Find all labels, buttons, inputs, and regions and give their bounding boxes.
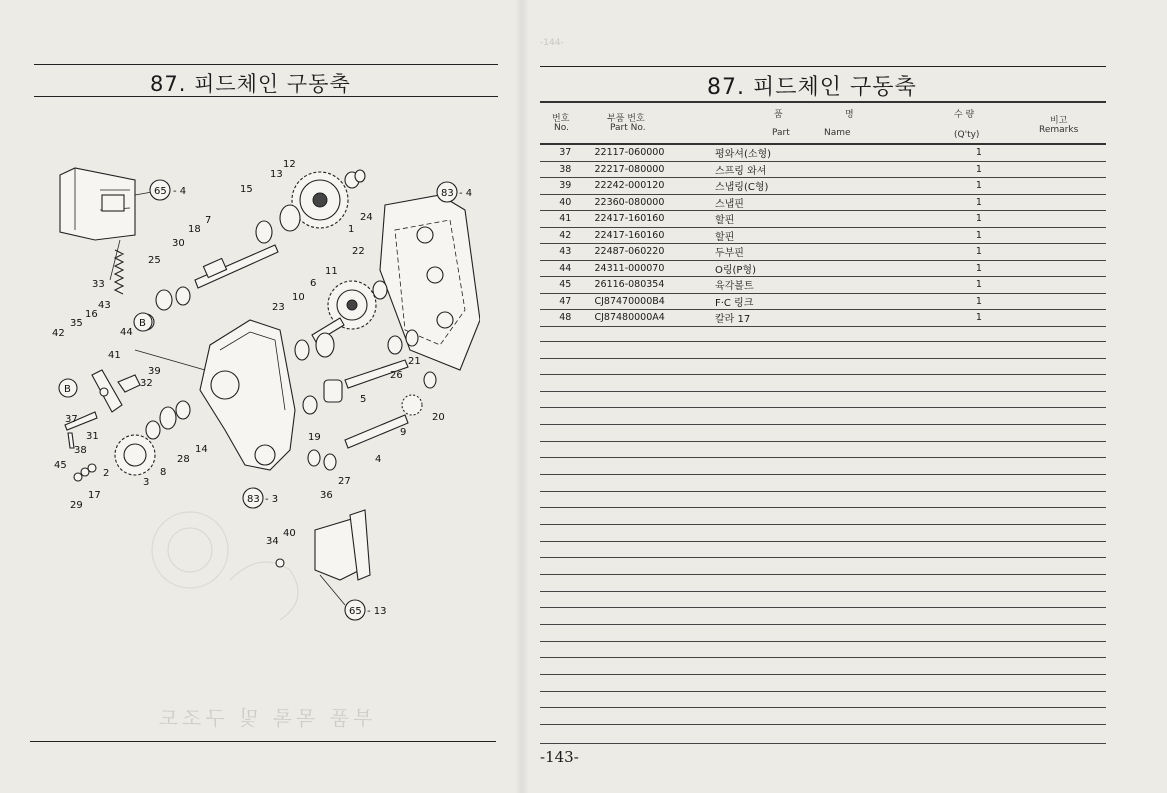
header-name-en-1: Part (772, 128, 790, 138)
callout-65-13: 65 (349, 606, 362, 617)
label-part-42: 42 (52, 328, 65, 339)
cell-no: 40 (540, 194, 590, 211)
cell-part-no: 22417-160160 (590, 211, 702, 228)
table-row (540, 145, 1106, 161)
label-part-3: 3 (143, 477, 150, 488)
label-part-31: 31 (86, 431, 99, 442)
left-page-title: 87. 피드체인 구동축 (150, 72, 351, 96)
cell-qty: 1 (940, 277, 1017, 294)
callout-83-3: 83 (247, 494, 260, 505)
footer-rule (30, 741, 496, 742)
empty-rule (540, 374, 1106, 375)
cell-qty: 1 (940, 310, 1017, 327)
label-part-15: 15 (240, 184, 253, 195)
cell-no: 43 (540, 244, 590, 261)
cell-no: 38 (540, 161, 590, 178)
cell-remarks (1017, 244, 1106, 261)
empty-rule (540, 457, 1106, 458)
cell-part-no: 22487-060220 (590, 244, 702, 261)
label-part-34: 34 (266, 536, 279, 547)
cell-qty: 1 (940, 178, 1017, 195)
label-part-45: 45 (54, 460, 67, 471)
label-part-43: 43 (98, 300, 111, 311)
label-part-12: 12 (283, 159, 296, 170)
cell-name: F·C 링크 (703, 293, 940, 310)
faint-page-header: -144- (540, 38, 564, 48)
cell-name: 평와셔(소형) (703, 145, 940, 161)
empty-rule (540, 474, 1106, 475)
label-part-44: 44 (120, 327, 133, 338)
empty-rule (540, 424, 1106, 425)
label-part-19: 19 (308, 432, 321, 443)
header-qty-ko: 수 량 (954, 110, 975, 120)
callout-b-right: B (139, 318, 146, 329)
cell-part-no: 26116-080354 (590, 277, 702, 294)
cell-name: 할핀 (703, 227, 940, 244)
cell-qty: 1 (940, 227, 1017, 244)
empty-rule (540, 407, 1106, 408)
cell-no: 37 (540, 145, 590, 161)
label-part-41: 41 (108, 350, 121, 361)
cell-part-no: 24311-000070 (590, 260, 702, 277)
empty-rule (540, 507, 1106, 508)
table-row (540, 161, 1106, 178)
header-name-en-2: Name (824, 128, 851, 138)
empty-rule (540, 341, 1106, 342)
label-part-23: 23 (272, 302, 285, 313)
table-row (540, 178, 1106, 195)
empty-rule (540, 557, 1106, 558)
cell-name: 스프링 와셔 (703, 161, 940, 178)
empty-rule (540, 607, 1106, 608)
header-name-ko-1: 품 (774, 110, 783, 120)
header-remarks-en: Remarks (1039, 125, 1079, 135)
header-name-ko-2: 명 (845, 110, 854, 120)
cell-remarks (1017, 260, 1106, 277)
table-row (540, 244, 1106, 261)
cell-qty: 1 (940, 293, 1017, 310)
cell-remarks (1017, 277, 1106, 294)
table-row (540, 310, 1106, 327)
label-part-40: 40 (283, 528, 296, 539)
right-page (520, 0, 1167, 793)
cell-qty: 1 (940, 211, 1017, 228)
cell-remarks (1017, 178, 1106, 195)
label-part-18: 18 (188, 224, 201, 235)
cell-name: 두부핀 (703, 244, 940, 261)
empty-rule (540, 641, 1106, 642)
label-part-20: 20 (432, 412, 445, 423)
cell-qty: 1 (940, 145, 1017, 161)
title-rule-top (34, 64, 498, 65)
table-row (540, 194, 1106, 211)
label-part-26: 26 (390, 370, 403, 381)
main-housing (200, 320, 295, 470)
cell-name: 스냅핀 (703, 194, 940, 211)
cell-remarks (1017, 227, 1106, 244)
label-part-30: 30 (172, 238, 185, 249)
bleed-through-text: 부품 목록 및 구조도 (155, 706, 373, 730)
bracket-part (60, 168, 135, 240)
cell-no: 41 (540, 211, 590, 228)
label-part-2: 2 (103, 468, 110, 479)
cell-no: 45 (540, 277, 590, 294)
cell-qty: 1 (940, 244, 1017, 261)
bottom-bracket (315, 510, 370, 580)
callout-65-13-suffix: - 13 (367, 606, 387, 617)
left-page (0, 0, 520, 793)
callout-b-left: B (64, 384, 71, 395)
cell-no: 42 (540, 227, 590, 244)
title-rule-bottom (34, 96, 498, 97)
empty-rule (540, 491, 1106, 492)
label-part-7: 7 (205, 215, 212, 226)
label-part-22: 22 (352, 246, 365, 257)
header-part-no-ko: 부품 번호 (607, 114, 645, 124)
cell-part-no: 22117-060000 (590, 145, 702, 161)
cell-no: 47 (540, 293, 590, 310)
label-part-38: 38 (74, 445, 87, 456)
table-row (540, 211, 1106, 228)
table-row (540, 227, 1106, 244)
cell-name: O링(P형) (703, 260, 940, 277)
cell-qty: 1 (940, 161, 1017, 178)
header-qty-en: (Q'ty) (954, 130, 980, 140)
cell-name: 스냅링(C형) (703, 178, 940, 195)
empty-rule (540, 691, 1106, 692)
page-number: -143- (540, 748, 579, 766)
label-part-37: 37 (65, 414, 78, 425)
empty-rule (540, 441, 1106, 442)
cell-part-no: 22242-000120 (590, 178, 702, 195)
cell-qty: 1 (940, 260, 1017, 277)
callout-65-4: 65 (154, 186, 167, 197)
cell-part-no: CJ87470000B4 (590, 293, 702, 310)
cell-name: 육각볼트 (703, 277, 940, 294)
empty-rule (540, 591, 1106, 592)
footer-rule (540, 743, 1106, 744)
cell-remarks (1017, 145, 1106, 161)
empty-rule (540, 707, 1106, 708)
empty-rule (540, 657, 1106, 658)
cell-name: 칼라 17 (703, 310, 940, 327)
empty-rule (540, 674, 1106, 675)
cell-remarks (1017, 211, 1106, 228)
cell-no: 48 (540, 310, 590, 327)
label-part-36: 36 (320, 490, 333, 501)
label-part-16: 16 (85, 309, 98, 320)
parts-table (540, 145, 1106, 327)
cell-no: 39 (540, 178, 590, 195)
label-part-13: 13 (270, 169, 283, 180)
cell-part-no: 22217-080000 (590, 161, 702, 178)
cell-remarks (1017, 161, 1106, 178)
label-part-29: 29 (70, 500, 83, 511)
title-rule-top (540, 66, 1106, 67)
header-no-en: No. (554, 123, 569, 133)
empty-rule (540, 541, 1106, 542)
label-part-11: 11 (325, 266, 338, 277)
empty-rule (540, 724, 1106, 725)
table-header-top-rule (540, 101, 1106, 103)
label-part-6: 6 (310, 278, 317, 289)
label-part-8: 8 (160, 467, 167, 478)
exploded-parts-diagram (40, 150, 480, 630)
label-part-32: 32 (140, 378, 153, 389)
cell-remarks (1017, 310, 1106, 327)
right-page-title: 87. 피드체인 구동축 (707, 75, 917, 100)
cell-part-no: CJ87480000A4 (590, 310, 702, 327)
callout-83-4: 83 (441, 188, 454, 199)
cell-qty: 1 (940, 194, 1017, 211)
cell-part-no: 22417-160160 (590, 227, 702, 244)
label-part-33: 33 (92, 279, 105, 290)
label-part-9: 9 (400, 427, 407, 438)
cell-remarks (1017, 293, 1106, 310)
label-part-25: 25 (148, 255, 161, 266)
empty-rule (540, 624, 1106, 625)
label-part-4: 4 (375, 454, 382, 465)
empty-rule (540, 524, 1106, 525)
cell-name: 할핀 (703, 211, 940, 228)
label-part-17: 17 (88, 490, 101, 501)
label-part-14: 14 (195, 444, 208, 455)
label-part-5: 5 (360, 394, 367, 405)
label-part-35: 35 (70, 318, 83, 329)
label-part-27: 27 (338, 476, 351, 487)
label-part-1: 1 (348, 224, 355, 235)
header-no-ko: 번호 (552, 114, 570, 124)
label-part-10: 10 (292, 292, 305, 303)
cell-remarks (1017, 194, 1106, 211)
empty-rule (540, 391, 1106, 392)
cell-no: 44 (540, 260, 590, 277)
cell-part-no: 22360-080000 (590, 194, 702, 211)
callout-65-4-suffix: - 4 (173, 186, 187, 197)
callout-83-4-suffix: - 4 (459, 188, 473, 199)
callout-83-3-suffix: - 3 (265, 494, 279, 505)
header-remarks-ko: 비고 (1050, 116, 1068, 126)
empty-rule (540, 574, 1106, 575)
table-row (540, 277, 1106, 294)
label-part-39: 39 (148, 366, 161, 377)
label-part-21: 21 (408, 356, 421, 367)
label-part-24: 24 (360, 212, 373, 223)
label-part-28: 28 (177, 454, 190, 465)
empty-rule (540, 358, 1106, 359)
table-row (540, 260, 1106, 277)
table-row (540, 293, 1106, 310)
header-part-no-en: Part No. (610, 123, 646, 133)
